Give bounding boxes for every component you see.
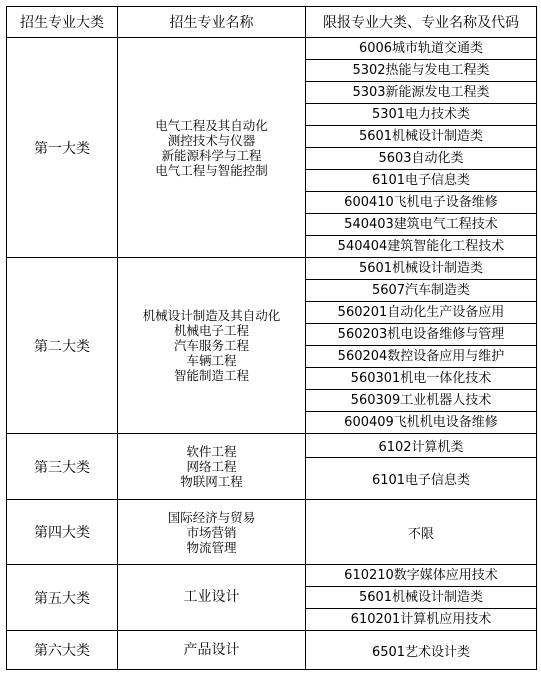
category-cell: 第四大类 [7,500,118,565]
major-name: 市场营销 [186,524,237,540]
limit-cell: 6006城市轨道交通类 [306,38,537,60]
category-cell: 第五大类 [7,565,118,631]
limit-cell: 540403建筑电气工程技术 [306,214,537,236]
limit-cell: 5607汽车制造类 [306,280,537,302]
limit-cell: 560204数控设备应用与维护 [306,346,537,368]
table-row [7,434,537,458]
major-name: 物联网工程 [180,474,243,489]
limit-cell: 不限 [306,500,537,565]
major-name: 机械电子工程 [173,323,249,338]
header-limits: 限报专业大类、专业名称及代码 [306,7,537,38]
limit-cell: 6501艺术设计类 [306,631,537,670]
major-name: 汽车服务工程 [173,338,249,353]
limit-cell: 600409飞机机电设备维修 [306,412,537,434]
major-name: 网络工程 [186,459,237,474]
table-row [7,500,537,565]
major-cell [118,258,306,434]
major-name: 软件工程 [186,444,237,459]
major-name: 国际经济与贸易 [167,509,256,525]
major-name: 电气工程及其自动化 [155,117,268,133]
limit-cell: 560201自动化生产设备应用 [306,302,537,324]
limit-cell: 5603自动化类 [306,148,537,170]
table-row [7,38,537,60]
major-cell [118,500,306,565]
limit-cell: 560309工业机器人技术 [306,390,537,412]
limit-cell: 6102计算机类 [306,434,537,458]
admission-table [6,6,537,670]
header-category: 招生专业大类 [7,7,118,38]
limit-cell: 610210数字媒体应用技术 [306,565,537,587]
major-name: 电气工程与智能控制 [155,162,268,178]
major-cell [118,434,306,500]
limit-cell: 5601机械设计制造类 [306,258,537,280]
table-row [7,258,537,280]
major-name: 产品设计 [183,641,240,658]
header-row [7,7,537,38]
major-cell [118,631,306,670]
limit-cell: 5301电力技术类 [306,104,537,126]
category-cell: 第六大类 [7,631,118,670]
category-cell: 第三大类 [7,434,118,500]
major-name: 智能制造工程 [173,368,249,383]
major-name: 物流管理 [186,539,237,555]
major-cell [118,565,306,631]
limit-cell: 560203机电设备维修与管理 [306,324,537,346]
limit-cell: 5601机械设计制造类 [306,587,537,609]
limit-cell: 5601机械设计制造类 [306,126,537,148]
major-name: 车辆工程 [186,353,237,368]
limit-cell: 540404建筑智能化工程技术 [306,236,537,258]
limit-cell: 6101电子信息类 [306,458,537,500]
limit-cell: 5302热能与发电工程类 [306,60,537,82]
limit-cell: 560301机电一体化技术 [306,368,537,390]
table-row [7,565,537,587]
limit-cell: 610201计算机应用技术 [306,609,537,631]
major-name: 机械设计制造及其自动化 [142,308,281,323]
major-name: 工业设计 [183,589,240,605]
major-name: 测控技术与仪器 [167,132,256,148]
header-major: 招生专业名称 [118,7,306,38]
category-cell: 第一大类 [7,38,118,258]
major-cell [118,38,306,258]
table-row [7,631,537,670]
limit-cell: 600410飞机电子设备维修 [306,192,537,214]
major-name: 新能源科学与工程 [161,147,262,163]
limit-cell: 6101电子信息类 [306,170,537,192]
limit-cell: 5303新能源发电工程类 [306,82,537,104]
category-cell: 第二大类 [7,258,118,434]
